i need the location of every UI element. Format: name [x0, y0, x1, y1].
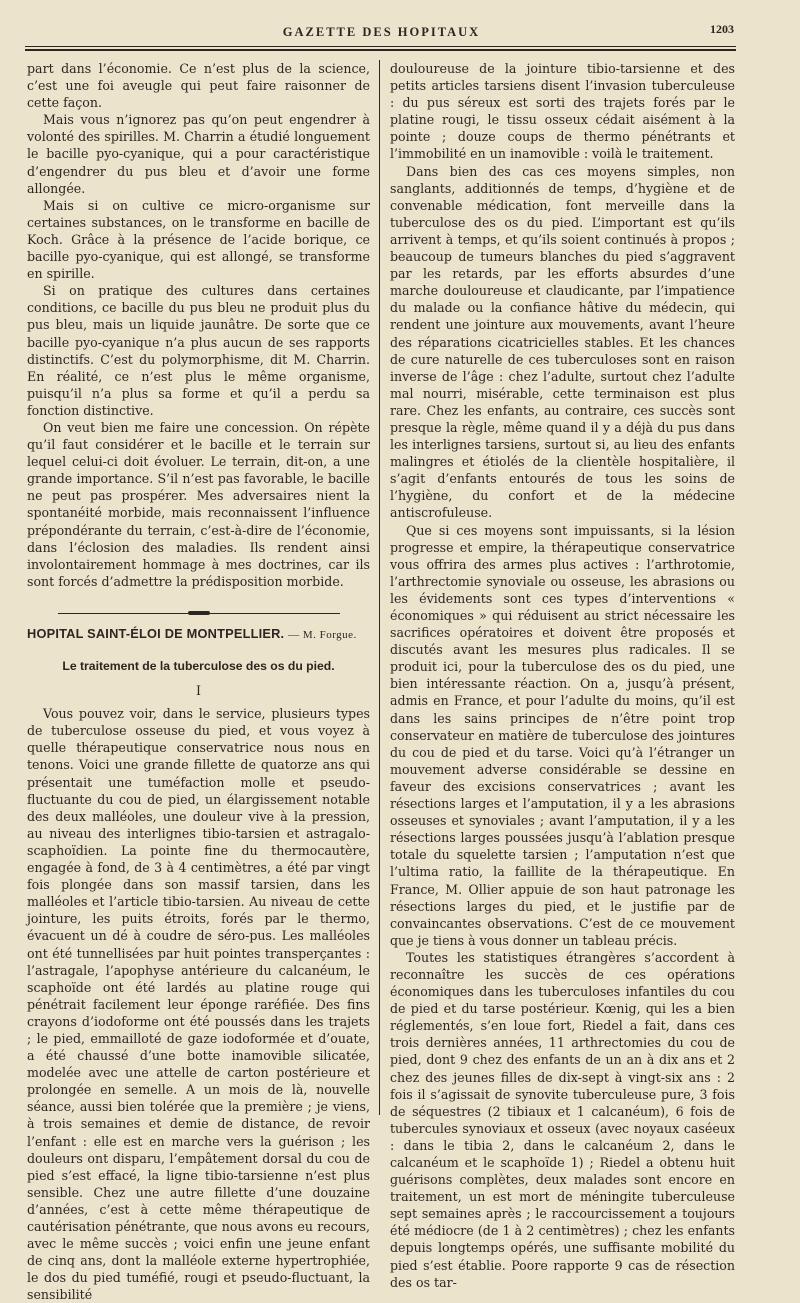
running-header — [25, 22, 738, 42]
paragraph: Mais vous n’ignorez pas qu’on peut engendrer à volonté des spirilles. M. Charrin a étudié longuement le bacille pyo-cyanique, qui a pour caractéristique d’engendrer du pus bleu et d’avoir une forme allongée. — [27, 112, 370, 196]
paragraph: part dans l’économie. Ce n’est plus de la science, c’est une foi aveugle qui peut faire raisonner de cette façon. — [27, 61, 370, 111]
left-column — [27, 60, 370, 1303]
right-column — [390, 60, 735, 1290]
section-title: HOPITAL SAINT-ÉLOI DE MONTPELLIER. — [27, 625, 285, 641]
paragraph: Vous pouvez voir, dans le service, plusieurs types de tuberculose osseuse du pied, et vous voyez à quelle thérapeutique conservatrice nous nous en tenons. Voici une grande fillette de quatorze ans qui présentait une tuméfaction molle et pseudo-fluctuante du cou de pied, un élargissement notable des deux malléoles, une douleur vive à la pression, au niveau des interlignes tibio-tarsien et astragalo-scaphoïdien. La pointe fine du thermocautère, engagée à fond, de 3 à 4 centimètres, a été par vingt fois plongée dans son massif tarsien, dans les malléoles et l’article tibio-tarsien. Au niveau de cette jointure, les puits étroits, forés par le thermo, évacuent un dé à coudre de séro-pus. Les malléoles ont été tunnellisées par huit pointes transperçantes : l’astragale, l’apophyse antérieure du calcanéum, le scaphoïde ont été lardés au platine rouge qui pénétrait facilement leur éponge raréfiée. Des fins crayons d’iodoforme ont été poussés dans les trajets ; le pied, emmailloté de gaze iodoformée et d’ouate, a été chaussé d’une botte inamovible silicatée, modelée avec une attelle de carton postérieure et prolongée en semelle. A un mois de là, nouvelle séance, aussi bien tolérée que la première ; je viens, à trois semaines et demie de distance, de revoir l’enfant : elle est en marche vers la guérison ; les douleurs ont disparu, l’empâtement dorsal du cou de pied s’est effacé, la ligne tibio-tarsienne n’est plus sensible. Chez une autre fillette d’une douzaine d’années, c’est à cette même thérapeutique de cautérisation pénétrante, que nous avons eu recours, avec le même succès ; voici enfin une jeune enfant de cinq ans, dont la malléole externe hypertrophiée, le dos du pied tuméfié, rougi et pseudo-fluctuant, la sensibilité — [27, 706, 370, 1303]
header-rule-thin — [25, 46, 736, 47]
paragraph: Si on pratique des cultures dans certaines conditions, ce bacille du pus bleu ne produit plus du pus bleu, mais un liquide jaunâtre. De sorte que ce bacille pyo-cyanique n’a plus aucun de ses rapports distinctifs. C’est du polymorphisme, dit M. Charrin. En réalité, ce n’est plus le même organisme, puisqu’il n’a plus sa forme et qu’il a perdu sa fonction distinctive. — [27, 283, 370, 418]
paragraph: Dans bien des cas ces moyens simples, non sanglants, additionnés de temps, d’hygiène et de convenable médication, font merveille dans la tuberculose des os du pied. L’important est qu’ils arrivent à temps, et qu’ils soient continués à propos ; beaucoup de tumeurs blanches du pied s’aggravent par les retards, par les efforts absurdes d’une marche douloureuse et claudicante, par l’impatience du malade ou la confiance hâtive du médecin, qui rendent une jointure aux mouvements, avant l’heure des réparations cicatricielles stables. Et les chances de cure naturelle de ces tuberculoses sont en raison inverse de l’âge : chez l’adulte, surtout chez l’adulte mal nourri, misérable, cette terminaison est plus rare. Chez les enfants, au contraire, ces succès sont presque la règle, même quand il y a déjà du pus dans les interlignes tarsiens, surtout si, au lieu des enfants malingres et étiolés de la clientèle hospitalière, il s’agit d’enfants entourés de tous les soins de l’hygiène, du confort et de la médecine antiscrofuleuse. — [390, 163, 735, 521]
section-author: — M. Forgue. — [288, 628, 357, 641]
page-number: 1203 — [710, 22, 734, 36]
paragraph: On veut bien me faire une concession. On répète qu’il faut considérer et le bacille et le terrain sur lequel celui-ci doit évoluer. Le terrain, dit-on, a une grande importance. S’il n’est pas favorable, le bacille ne peut pas prospérer. Mes adversaires nient la spontanéité morbide, mais reconnaissent l’influence prépondérante du terrain, c’est-à-dire de l’économie, dans l’éclosion des maladies. Ils rendent ainsi involontairement hommage à mes doctrines, car ils sont forcés d’admettre la prédisposition morbide. — [27, 419, 370, 589]
header-rule-thick — [25, 49, 736, 51]
section-ornament — [27, 604, 370, 610]
paragraph: Que si ces moyens sont impuissants, si la lésion progresse et empire, la thérapeutique conservatrice vous offrira des armes plus actives : l’arthrotomie, l’arthrectomie synoviale ou osseuse, les abrasions ou les évidements sont ces types d’interventions « économiques » qui réduisent au strict nécessaire les sacrifices opératoires et doivent être proposés et discutés avant les mesures plus radicales. Il se produit ici, pour la tuberculose des os du pied, une bien intéressante réaction. On a, jusqu’à présent, admis en France, et pour l’adulte du moins, qu’il est dans les sains principes de n’être point trop conservateur en matière de tuberculose des jointures du cou de pied et du tarse. Voici qu’à l’étranger un mouvement adverse considérable se dessine en faveur des excisions conservatrices ; avant les résections larges et l’amputation, il y a les abrasions osseuses et synoviales ; avant l’amputation, il y a les résections larges poussées jusqu’à l’ablation presque totale du squelette tarsien ; l’amputation n’est que l’ultima ratio, la faillite de la thérapeutique. En France, M. Ollier appuie de son haut patronage les résections larges du pied, et le justifie par de convaincantes observations. C’est de ce mouvement que je tiens à vous donner un tableau précis. — [390, 522, 735, 948]
paragraph: Mais si on cultive ce micro-organisme sur certaines substances, on le transforme en bacille de Koch. Grâce à la présence de l’acide borique, ce bacille pyo-cyanique, qui est allongé, se transforme en spirille. — [27, 197, 370, 282]
section-heading — [27, 625, 370, 644]
paragraph: Toutes les statistiques étrangères s’accordent à reconnaître les succès de ces opérations économiques dans les tuberculoses infantiles du cou de pied et du tarse postérieur. Kœnig, qui les a bien réglementés, s’en loue fort, Riedel a fait, dans ces trois dernières années, 11 arthrectomies du cou de pied, dont 9 chez des enfants de un an à dix ans et 2 chez des jeunes filles de dix-sept à vingt-six ans : 2 fois il s’agissait de synovite tuberculeuse pure, 3 fois de séquestres (2 tibiaux et 1 calcanéum), 6 fois de tubercules synoviaux et osseux (avec noyaux caséeux : dans le tibia 2, dans le calcanéum 2, dans le calcanéum et le scaphoïde 1) ; Riedel a obtenu huit guérisons complètes, deux malades sont encore en traitement, un est mort de méningite tuberculeuse sept semaines après ; le raccourcissement a toujours été médiocre (de 1 à 2 centimètres) ; chez les enfants depuis longtemps opérés, une suffisante mobilité du pied s’est établie. Poore rapporte 9 cas de résection des os tar- — [390, 949, 735, 1290]
journal-title: GAZETTE DES HOPITAUX — [282, 25, 481, 39]
article-subtitle: Le traitement de la tuberculose des os du pied. — [62, 659, 335, 673]
paragraph: douloureuse de la jointure tibio-tarsienne et des petits articles tarsiens disent l’invasion tuberculeuse : du pus séreux est sorti des trajets forés par le platine rougi, le tissu osseux cédait aisément à la pointe ; douze coups de thermo pénétrants et l’immobilité en un inamovible : voilà le traitement. — [390, 61, 735, 162]
chapter-numeral: I — [196, 683, 201, 699]
column-divider — [379, 60, 380, 1115]
